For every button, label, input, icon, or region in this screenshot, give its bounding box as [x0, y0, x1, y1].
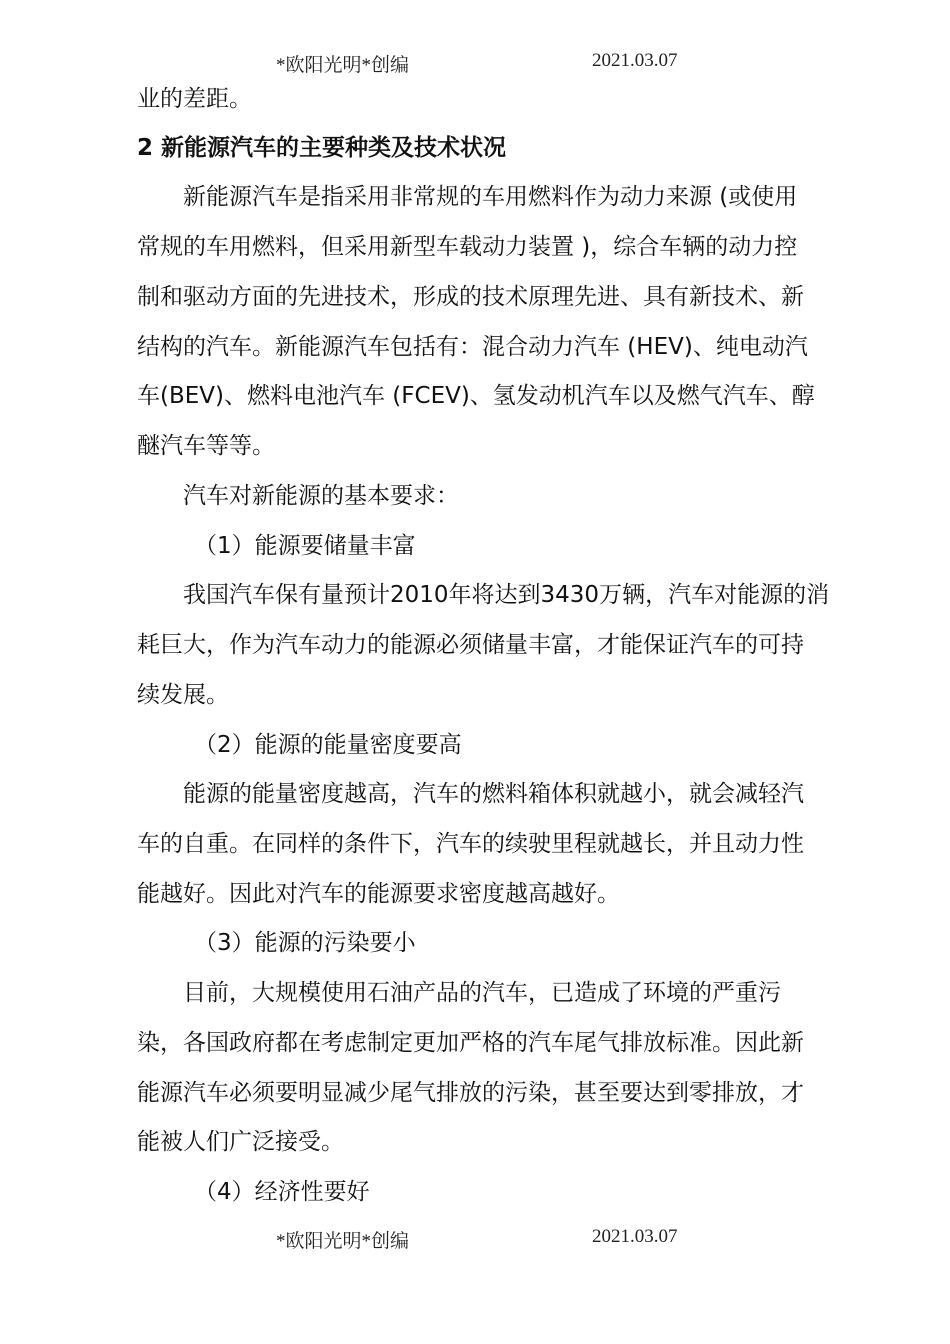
text-line: 能越好。因此对汽车的能源要求密度越高越好。 [137, 881, 620, 907]
text-line: 能源汽车必须要明显减少尾气排放的污染，甚至要达到零排放，才 [137, 1080, 804, 1106]
text-line: 染，各国政府都在考虑制定更加严格的汽车尾气排放标准。因此新 [137, 1030, 804, 1056]
text-line: 结构的汽车。新能源汽车包括有：混合动力汽车 (HEV)、纯电动汽 [137, 334, 808, 360]
text-line: 常规的车用燃料，但采用新型车载动力装置 )，综合车辆的动力控 [137, 234, 798, 260]
header-author: *欧阳光明*创编 [276, 55, 410, 76]
text-line: 制和驱动方面的先进技术，形成的技术原理先进、具有新技术、新 [137, 284, 804, 310]
footer-author: *欧阳光明*创编 [276, 1231, 410, 1252]
text-line: 醚汽车等等。 [137, 433, 275, 459]
text-line: 我国汽车保有量预计2010年将达到3430万辆，汽车对能源的消 [183, 582, 830, 608]
text-line: 车的自重。在同样的条件下，汽车的续驶里程就越长，并且动力性 [137, 831, 804, 857]
text-line: 能源的能量密度越高，汽车的燃料箱体积就越小，就会减轻汽 [183, 781, 804, 807]
header-date: 2021.03.07 [592, 50, 678, 71]
text-line: 汽车对新能源的基本要求： [183, 483, 459, 509]
text-line: 能被人们广泛接受。 [137, 1129, 344, 1155]
subheading: （2）能源的能量密度要高 [194, 732, 462, 758]
section-heading: 2 新能源汽车的主要种类及技术状况 [137, 135, 507, 161]
text-line: 新能源汽车是指采用非常规的车用燃料作为动力来源 (或使用 [183, 184, 798, 210]
subheading: （1）能源要储量丰富 [194, 533, 416, 559]
footer-date: 2021.03.07 [592, 1226, 678, 1247]
subheading: （4）经济性要好 [194, 1179, 370, 1205]
text-line: 业的差距。 [137, 86, 252, 112]
text-line: 耗巨大，作为汽车动力的能源必须储量丰富，才能保证汽车的可持 [137, 632, 804, 658]
subheading: （3）能源的污染要小 [194, 930, 416, 956]
text-line: 车(BEV)、燃料电池汽车 (FCEV)、氢发动机汽车以及燃气汽车、醇 [137, 383, 815, 409]
text-line: 目前，大规模使用石油产品的汽车，已造成了环境的严重污 [183, 980, 781, 1006]
text-line: 续发展。 [137, 682, 229, 708]
